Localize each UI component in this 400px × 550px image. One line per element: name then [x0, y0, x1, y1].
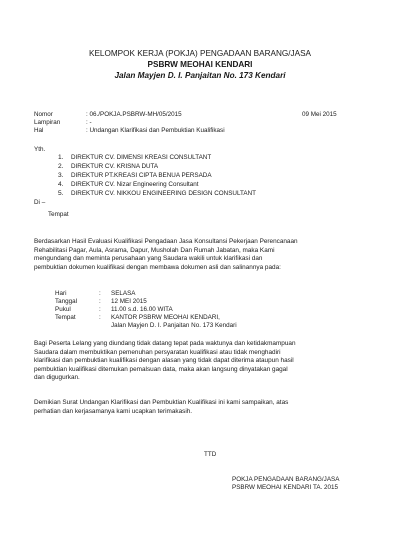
yth-label: Yth. — [34, 146, 46, 153]
paragraph-line: pembuktian kualifikasi ditemukan pemalsuan data, maka akan langsung dinyatakan gagal — [34, 365, 288, 373]
paragraph-line: Bagi Peserta Lelang yang diundang tidak datang tepat pada waktunya dan ketidakmampuan — [34, 340, 296, 347]
recipient-number: 5. — [58, 190, 64, 197]
paragraph-closing — [34, 399, 372, 416]
recipient-item: DIREKTUR CV. Nizar Engineering Consultant — [71, 181, 199, 188]
letter-date: 09 Mei 2015 — [302, 111, 337, 118]
letterhead-address: Jalan Mayjen D. I. Panjaitan No. 173 Kendari — [114, 71, 286, 80]
lampiran-value: : - — [86, 119, 92, 126]
nomor-label: Nomor — [34, 111, 53, 118]
paragraph-line: Demikian Surat Undangan Klarifikasi dan Pembuktian Kualifikasi ini kami sampaikan, atas — [34, 399, 289, 406]
paragraph-line: pembuktian dokumen kualifikasi dengan membawa dokumen asli dan salinannya pada: — [34, 263, 281, 271]
schedule-value-tanggal: 12 MEI 2015 — [111, 298, 147, 305]
paragraph-line: perhatian dan kerjasamanya kami ucapkan terimakasih. — [34, 407, 193, 415]
recipient-number: 3. — [58, 172, 64, 179]
recipient-number: 4. — [58, 181, 64, 188]
nomor-value: : 06./POKJA.PSBRW-MH/05/2015 — [86, 111, 182, 118]
schedule-separator: : — [99, 290, 101, 297]
paragraph-line: dan digugurkan. — [34, 374, 80, 382]
schedule-separator: : — [99, 298, 101, 305]
paragraph-line: Saudara dalam membuktikan pemenuhan persyaratan kualifikasi atau tidak menghadiri — [34, 348, 281, 356]
recipient-item: DIREKTUR PT.KREASI CIPTA BENUA PERSADA — [71, 172, 212, 179]
schedule-value-tempat: KANTOR PSBRW MEOHAI KENDARI, — [111, 314, 220, 321]
schedule-label-tanggal: Tanggal — [55, 298, 78, 305]
letterhead-title: KELOMPOK KERJA (POKJA) PENGADAAN BARANG/JASA — [88, 49, 312, 58]
paragraph-line: mengundang dan meminta perusahaan yang Saudara wakili untuk klarifikasi dan — [34, 255, 263, 263]
recipient-number: 2. — [58, 163, 64, 170]
schedule-label-pukul: Pukul — [55, 306, 71, 313]
tempat-label: Tempat — [48, 211, 69, 218]
hal-value: : Undangan Klarifikasi dan Pembuktian Kualifikasi — [86, 127, 225, 134]
paragraph-invitation — [34, 238, 372, 272]
recipient-item: DIREKTUR CV. NIKKOU ENGINEERING DESIGN CONSULTANT — [71, 190, 256, 197]
signature-office: PSBRW MEOHAI KENDARI TA. 2015 — [232, 484, 339, 491]
schedule-address: Jalan Mayjen D. I. Panjaitan No. 173 Kendari — [111, 322, 237, 329]
paragraph-line: Berdasarkan Hasil Evaluasi Kualifikasi Pengadaan Jasa Konsultansi Pekerjaan Perencanaan — [34, 238, 298, 245]
paragraph-warning — [34, 340, 372, 383]
paragraph-line: Rehabilitasi Pagar, Aula, Asrama, Dapur, Musholah Dan Rumah Jabatan, maka Kami — [34, 246, 275, 254]
schedule-value-hari: SELASA — [111, 290, 136, 297]
signature-committee: POKJA PENGADAAN BARANG/JASA — [232, 476, 340, 483]
signature-ttd: TTD — [204, 451, 217, 458]
schedule-separator: : — [99, 314, 101, 321]
lampiran-label: Lampiran — [34, 119, 61, 126]
recipient-item: DIREKTUR CV. KRISNA DUTA — [71, 163, 159, 170]
schedule-label-tempat: Tempat — [55, 314, 76, 321]
di-label: Di – — [34, 199, 46, 206]
schedule-separator: : — [99, 306, 101, 313]
hal-label: Hal — [34, 127, 44, 134]
recipient-number: 1. — [58, 154, 64, 161]
paragraph-line: klarifikasi dan pembuktian kualifikasi dengan alasan yang tidak dapat diterima ataupun hasil — [34, 357, 294, 365]
schedule-value-pukul: 11.00 s.d. 16.00 WITA — [111, 306, 173, 313]
letterhead-office: PSBRW MEOHAI KENDARI — [147, 60, 253, 69]
schedule-label-hari: Hari — [55, 290, 67, 297]
recipient-item: DIREKTUR CV. DIMENSI KREASI CONSULTANT — [71, 154, 212, 161]
